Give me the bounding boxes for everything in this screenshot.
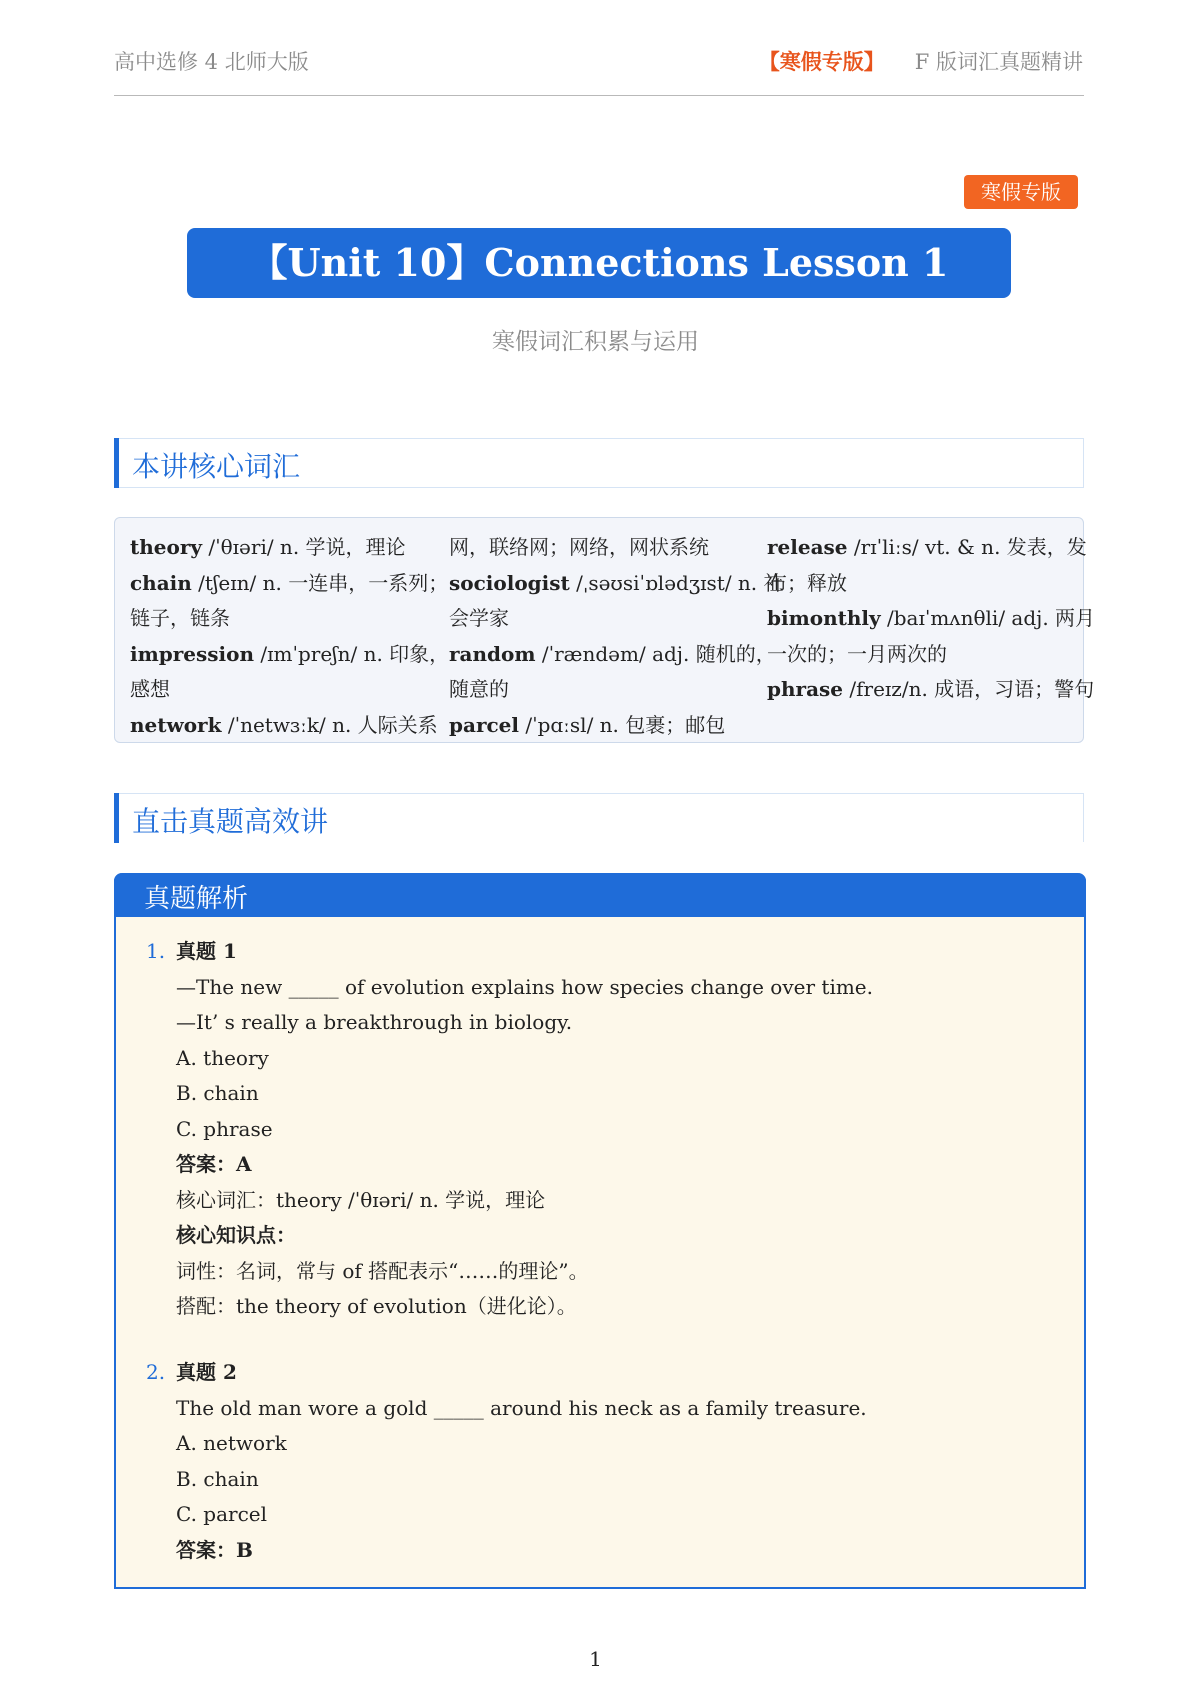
question-line: —It’ s really a breakthrough in biology. <box>176 1010 573 1034</box>
lesson-title: 【Unit 10】Connections Lesson 1 <box>187 228 1011 298</box>
answer: 答案：A <box>176 1152 252 1176</box>
option-b: B. chain <box>176 1081 259 1105</box>
lesson-subtitle: 寒假词汇积累与运用 <box>492 329 699 355</box>
option-b: B. chain <box>176 1466 259 1491</box>
answer: 答案：B <box>176 1537 253 1562</box>
vocab-line: phrase /freɪz/n. 成语，习语；警句 <box>767 677 1095 701</box>
practice-heading-label: 直击真题高效讲 <box>132 805 329 838</box>
question-number: 1. <box>146 939 166 963</box>
question-line: —The new _____ of evolution explains how species change over time. <box>176 974 873 999</box>
vocab-line: chain /tʃeɪn/ n. 一连串，一系列； <box>130 570 449 595</box>
option-a: A. theory <box>176 1045 269 1070</box>
practice-section-heading <box>114 793 1084 842</box>
vocab-section-heading <box>114 438 1084 488</box>
vocab-line: random /ˈrændəm/ adj. 随机的， <box>449 641 776 666</box>
vocab-column-3 <box>767 530 1095 708</box>
vocab-line: 感想 <box>130 677 170 701</box>
header-right <box>759 46 1083 76</box>
vocab-line: 会学家 <box>449 606 509 630</box>
collocation-note: 搭配：the theory of evolution（进化论）。 <box>176 1294 577 1318</box>
header-badge: 【寒假专版】 <box>758 49 885 74</box>
heading-accent-bar <box>114 793 119 843</box>
vocab-line: impression /ɪmˈpreʃn/ n. 印象， <box>130 641 450 666</box>
vocab-line: theory /ˈθɪəri/ n. 学说，理论 <box>130 535 406 559</box>
vocab-line: parcel /ˈpɑːsl/ n. 包裹；邮包 <box>449 712 726 737</box>
vocab-line: network /ˈnetwɜːk/ n. 人际关系 <box>130 712 438 737</box>
option-c: C. parcel <box>176 1502 268 1526</box>
vocab-line: 网，联络网；网络，网状系统 <box>449 535 709 559</box>
vocab-column-1 <box>130 530 449 743</box>
vocab-line: bimonthly /baɪˈmʌnθli/ adj. 两月 <box>767 606 1096 630</box>
vocab-column-2 <box>449 530 784 743</box>
core-vocab-box <box>114 517 1096 743</box>
question-panel <box>114 873 1086 1589</box>
vocab-line: 一次的；一月两次的 <box>767 641 947 666</box>
question-title: 真题 2 <box>176 1360 237 1384</box>
vocab-line: 布；释放 <box>767 570 847 595</box>
vocab-line: 链子，链条 <box>130 606 230 630</box>
question-1 <box>146 934 873 1325</box>
header-series: F 版词汇真题精讲 <box>914 50 1083 74</box>
question-2 <box>146 1355 867 1568</box>
option-c: C. phrase <box>176 1116 273 1141</box>
vocab-line: release /rɪˈliːs/ vt. & n. 发表，发 <box>767 535 1087 559</box>
panel-heading-label: 真题解析 <box>144 884 249 914</box>
question-number: 2. <box>146 1360 166 1384</box>
panel-header <box>114 873 1086 917</box>
question-line: The old man wore a gold _____ around his neck as a family treasure. <box>176 1395 867 1420</box>
question-title: 真题 1 <box>176 939 237 963</box>
core-vocab-note: 核心词汇：theory /ˈθɪəri/ n. 学说，理论 <box>176 1187 546 1212</box>
page-number: 1 <box>589 1647 602 1671</box>
header-subject: 高中选修 4 北师大版 <box>114 50 309 74</box>
knowledge-label: 核心知识点： <box>176 1223 296 1247</box>
vocab-heading-label: 本讲核心词汇 <box>132 450 301 483</box>
header-divider <box>114 95 1084 96</box>
vocab-line: 随意的 <box>449 677 509 701</box>
edition-tag: 寒假专版 <box>964 175 1078 209</box>
part-of-speech-note: 词性：名词，常与 of 搭配表示“……的理论”。 <box>176 1258 589 1283</box>
option-a: A. network <box>176 1431 287 1455</box>
vocab-line: sociologist /ˌsəʊsiˈɒlədʒɪst/ n. 社 <box>449 570 784 595</box>
heading-accent-bar <box>114 438 119 488</box>
